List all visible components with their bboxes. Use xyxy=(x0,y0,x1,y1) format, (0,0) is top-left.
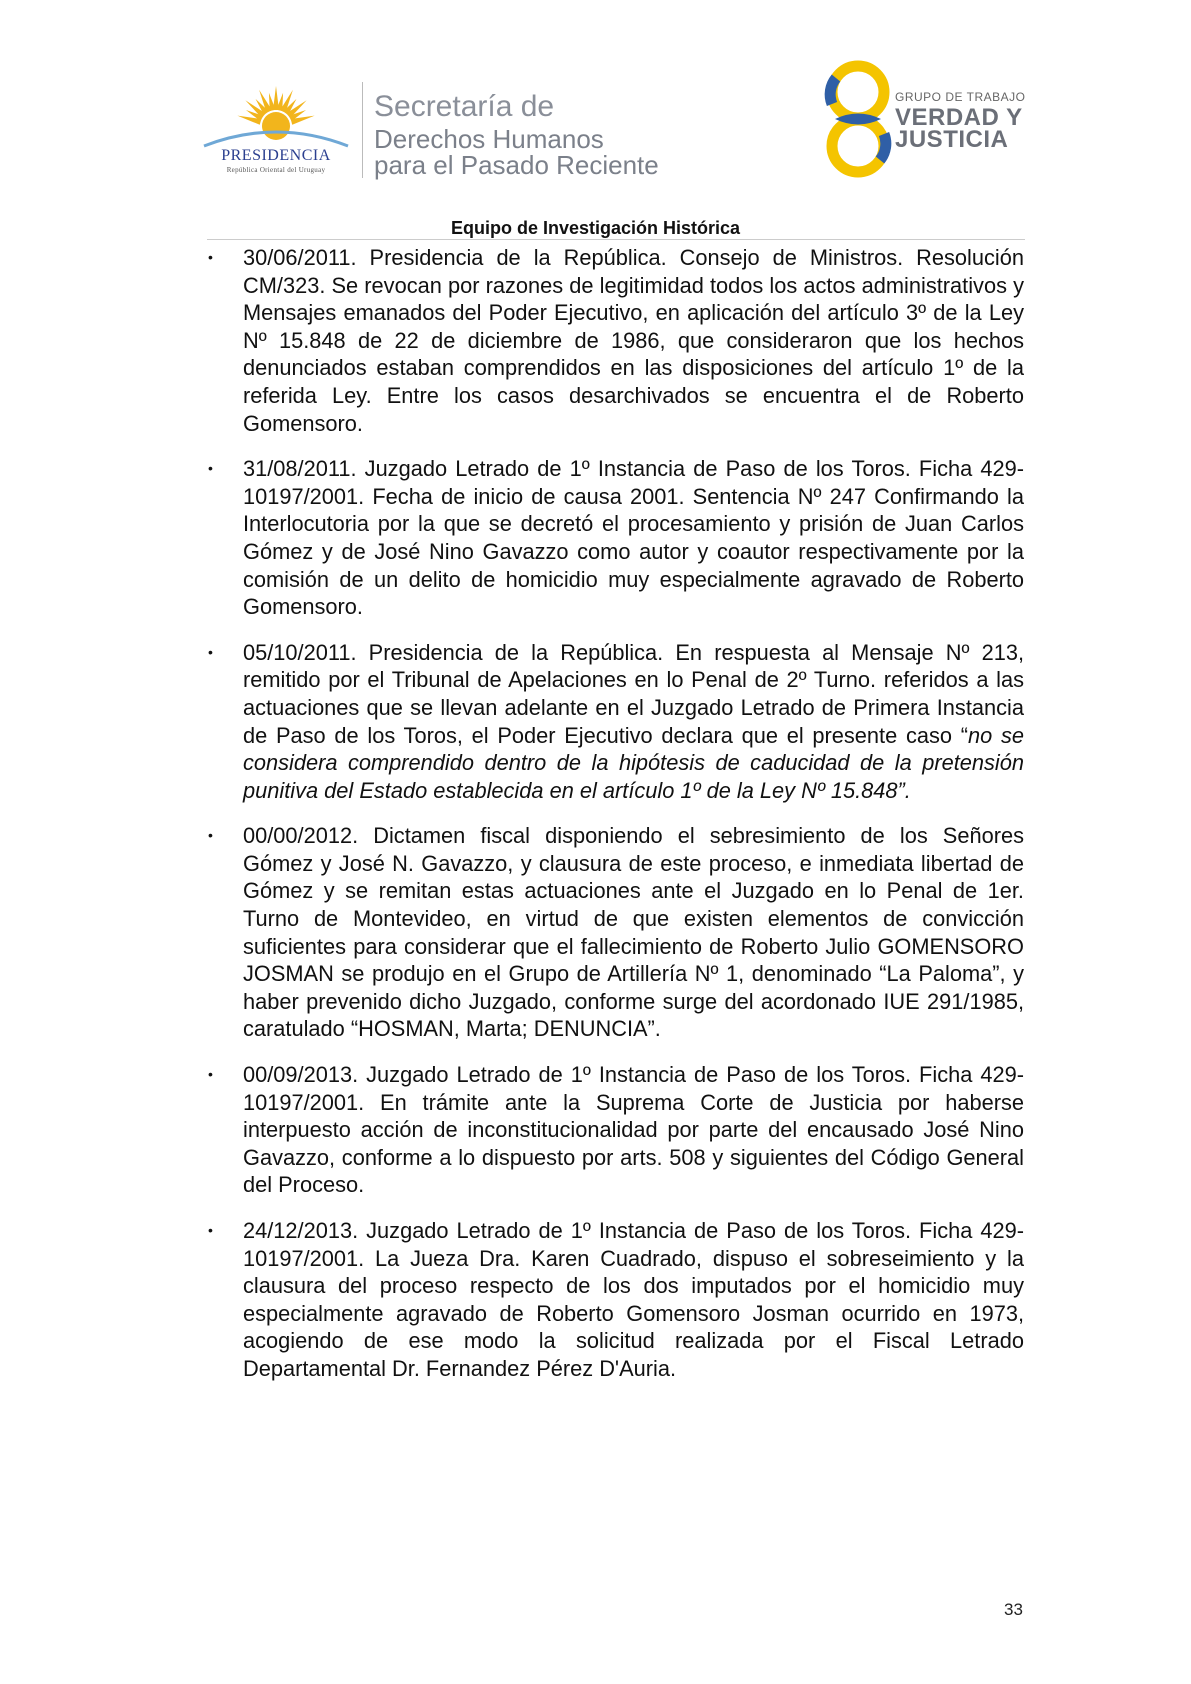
entry-text-italic-quote: no se considera comprendido dentro de la hipótesis de caducidad de la pretensión punitiva del Estado establecida en el artículo 1º de la Ley Nº 15.848”. xyxy=(243,722,1024,803)
bullet-icon: • xyxy=(208,1222,213,1238)
chronology-list xyxy=(206,244,1024,1383)
list-item xyxy=(206,1061,1024,1199)
header-rule xyxy=(207,239,1025,240)
entry-text: 00/00/2012. Dictamen fiscal disponiendo el sebresimiento de los Señores Gómez y José N. Gavazzo, y clausura de este proceso, e inmediata libertad de Gómez y se remitan estas actuaciones ante el Juzgado en lo Penal de 1er. Turno de Montevideo, en virtud de que existen elementos de convicción suficientes para considerar que el fallecimiento de Roberto Julio GOMENSORO JOSMAN se produjo en el Grupo de Artillería Nº 1, denominado “La Paloma”, y haber prevenido dicho Juzgado, conforme surge del acordonado IUE 291/1985, caratulado “HOSMAN, Marta; DENUNCIA”. xyxy=(243,823,1024,1042)
verdad-label: VERDAD Y xyxy=(895,104,1023,131)
page-header xyxy=(0,0,1191,238)
document-body xyxy=(206,244,1024,1401)
list-item xyxy=(206,822,1024,1043)
bullet-icon: • xyxy=(208,643,213,660)
bullet-icon: • xyxy=(208,460,213,477)
page-number: 33 xyxy=(1004,1600,1023,1619)
bullet-icon: • xyxy=(208,827,213,844)
bullet-icon: • xyxy=(208,1066,213,1083)
bullet-icon: • xyxy=(208,249,213,265)
presidencia-subtitle: República Oriental del Uruguay xyxy=(226,166,326,174)
list-item xyxy=(206,244,1024,437)
justicia-label: JUSTICIA xyxy=(895,126,1009,153)
verdad-justicia-logo-icon xyxy=(818,58,898,180)
secretaria-title: Secretaría de xyxy=(374,90,555,123)
list-item xyxy=(206,1217,1024,1383)
list-item xyxy=(206,639,1024,805)
header-divider xyxy=(362,82,363,178)
secretaria-line-2: Derechos Humanos xyxy=(374,124,604,154)
entry-text: 31/08/2011. Juzgado Letrado de 1º Instancia de Paso de los Toros. Ficha 429-10197/2001. Fecha de inicio de causa 2001. Sentencia Nº 247 Confirmando la Interlocutoria por la que se decretó el procesamiento y prisión de Juan Carlos Gómez y de José Nino Gavazzo como autor y coautor respectivamente por la comisión de un delito de homicidio muy especialmente agravado de Roberto Gomensoro. xyxy=(243,456,1024,620)
list-item xyxy=(206,455,1024,621)
presidencia-label: PRESIDENCIA xyxy=(221,147,331,164)
entry-text: 30/06/2011. Presidencia de la República. Consejo de Ministros. Resolución CM/323. Se revocan por razones de legitimidad todos los actos administrativos y Mensajes emanados del Poder Ejecutivo, en aplicación del artículo 3º de la Ley Nº 15.848 de 22 de diciembre de 1986, que consideraron que los hechos denunciados estaban comprendidos en las disposiciones del artículo 1º de la referida Ley. Entre los casos desarchivados se encuentra el de Roberto Gomensoro. xyxy=(243,245,1024,436)
grupo-trabajo-label: GRUPO DE TRABAJO xyxy=(895,90,1026,104)
entry-text: 24/12/2013. Juzgado Letrado de 1º Instancia de Paso de los Toros. Ficha 429-10197/2001. La Jueza Dra. Karen Cuadrado, dispuso el sobreseimiento y la clausura del proceso respecto de los dos imputados por el homicidio muy especialmente agravado de Roberto Gomensoro Josman ocurrido en 1973, acogiendo de ese modo la solicitud realizada por el Fiscal Letrado Departamental Dr. Fernandez Pérez D'Auria. xyxy=(243,1218,1024,1381)
team-title: Equipo de Investigación Histórica xyxy=(450,218,741,238)
secretaria-line-3: para el Pasado Reciente xyxy=(374,150,659,180)
entry-text-regular: 05/10/2011. Presidencia de la República. En respuesta al Mensaje Nº 213, remitido por el Tribunal de Apelaciones en lo Penal de 2º Turno. referidos a las actuaciones que se llevan adelante en el Juzgado Letrado de Primera Instancia de Paso de los Toros, el Poder Ejecutivo declara que el presente caso “ xyxy=(243,639,1024,748)
entry-text xyxy=(243,639,1024,805)
entry-text: 00/09/2013. Juzgado Letrado de 1º Instancia de Paso de los Toros. Ficha 429-10197/2001. En trámite ante la Suprema Corte de Justicia por haberse interpuesto acción de inconstitucionalidad por parte del encausado José Nino Gavazzo, conforme a lo dispuesto por arts. 508 y siguientes del Código General del Proceso. xyxy=(243,1062,1024,1198)
